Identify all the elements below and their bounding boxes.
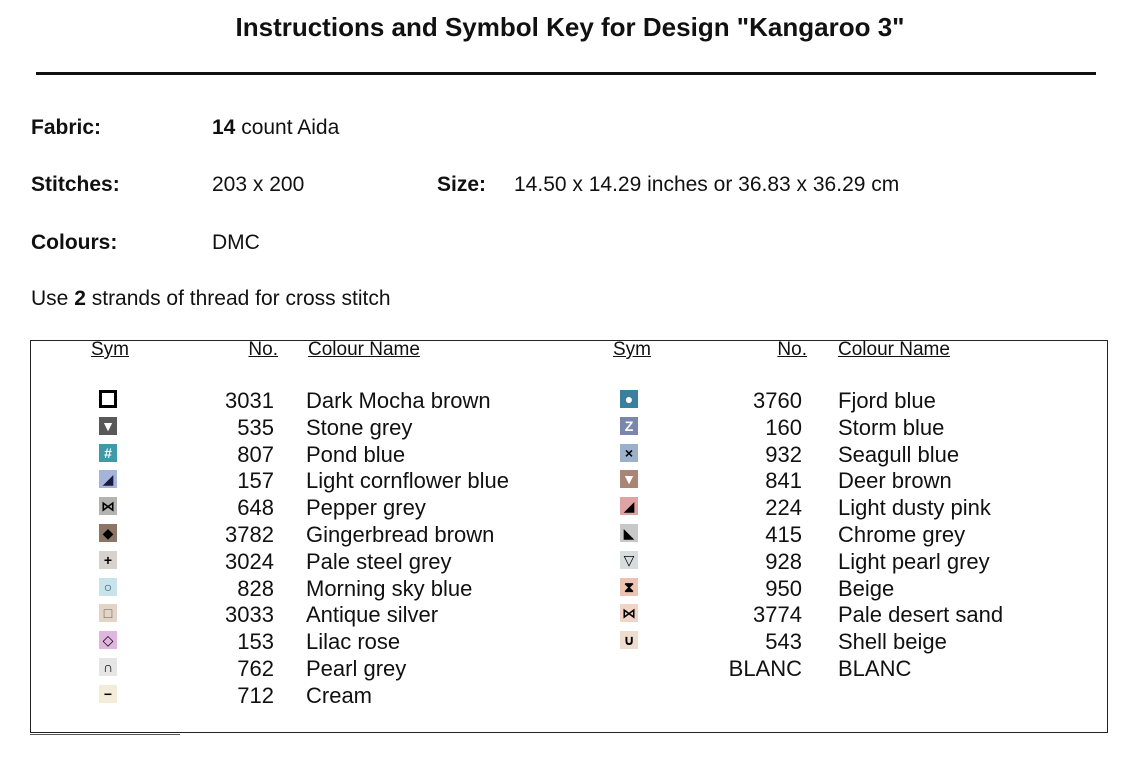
colour-number: BLANC <box>728 656 802 681</box>
colour-name: Dark Mocha brown <box>306 388 491 413</box>
colour-name: BLANC <box>838 656 912 681</box>
diamond-icon: ◆ <box>99 524 117 542</box>
colour-number: 828 <box>237 576 274 601</box>
header-no-right: No. <box>777 339 807 360</box>
colour-number: 932 <box>765 442 802 467</box>
colour-name: Deer brown <box>838 468 952 493</box>
colour-name: Seagull blue <box>838 442 960 467</box>
colour-name: Antique silver <box>306 602 439 627</box>
colour-name: Pearl grey <box>306 656 407 681</box>
circle-icon: ○ <box>99 578 117 596</box>
footer-line <box>30 734 180 735</box>
colour-name: Chrome grey <box>838 522 966 547</box>
colour-name: Beige <box>838 576 895 601</box>
colour-number: 950 <box>765 576 802 601</box>
colour-number: 762 <box>237 656 274 681</box>
colour-name: Pepper grey <box>306 495 426 520</box>
colour-number: 535 <box>237 415 274 440</box>
diamond-outline-icon: ◇ <box>99 631 117 649</box>
colour-number: 543 <box>765 629 802 654</box>
colour-number: 3031 <box>225 388 274 413</box>
arch-icon: ∩ <box>99 658 117 676</box>
colour-name: Cream <box>306 683 373 708</box>
strands-suffix: strands of thread for cross stitch <box>91 287 391 310</box>
colour-name: Light pearl grey <box>838 549 990 574</box>
dash-icon: − <box>99 685 117 703</box>
z-icon: Z <box>620 417 638 435</box>
page-title: Instructions and Symbol Key for Design "Kangaroo 3" <box>235 12 905 42</box>
colour-number: 160 <box>765 415 802 440</box>
fabric-label: Fabric: <box>31 116 102 139</box>
filled-circle-icon: ● <box>620 390 638 408</box>
colour-name: Light dusty pink <box>838 495 991 520</box>
blank-icon <box>620 658 638 676</box>
colour-name: Lilac rose <box>306 629 401 654</box>
colour-number: 415 <box>765 522 802 547</box>
corner-triangle-icon: ◢ <box>620 497 638 515</box>
colours-label: Colours: <box>31 231 118 254</box>
stitches-value: 203 x 200 <box>212 173 305 196</box>
colour-number: 928 <box>765 549 802 574</box>
cross-icon: × <box>620 444 638 462</box>
colour-number: 841 <box>765 468 802 493</box>
small-square-icon: □ <box>99 604 117 622</box>
colour-name: Fjord blue <box>838 388 936 413</box>
colour-number: 3782 <box>225 522 274 547</box>
colour-number: 153 <box>237 629 274 654</box>
colour-number: 807 <box>237 442 274 467</box>
header-name-left: Colour Name <box>308 339 420 360</box>
colour-number: 3024 <box>225 549 274 574</box>
down-triangle-icon: ▼ <box>99 417 117 435</box>
strands-instruction <box>31 287 391 311</box>
header-no-left: No. <box>248 339 278 360</box>
size-value: 14.50 x 14.29 inches or 36.83 x 36.29 cm <box>514 173 900 196</box>
colour-number: 3774 <box>753 602 802 627</box>
plus-icon: + <box>99 551 117 569</box>
colour-name: Storm blue <box>838 415 945 440</box>
colour-name: Shell beige <box>838 629 947 654</box>
header-sym-right: Sym <box>613 339 651 360</box>
colour-name: Pond blue <box>306 442 406 467</box>
header-name-right: Colour Name <box>838 339 950 360</box>
bowtie-icon: ⋈ <box>101 498 115 514</box>
colour-number: 3033 <box>225 602 274 627</box>
colour-name: Pale steel grey <box>306 549 452 574</box>
fabric-value <box>212 116 339 140</box>
stitches-label: Stitches: <box>31 173 120 196</box>
colours-value: DMC <box>212 231 260 254</box>
colour-number: 3760 <box>753 388 802 413</box>
colour-name: Morning sky blue <box>306 576 473 601</box>
header-sym-left: Sym <box>91 339 129 360</box>
size-label: Size: <box>437 173 487 196</box>
hourglass-icon: ⧗ <box>620 578 638 596</box>
colour-name: Stone grey <box>306 415 413 440</box>
open-square-icon <box>99 390 117 408</box>
strands-prefix: Use <box>31 287 69 310</box>
down-triangle-outline-icon: ▽ <box>620 551 638 569</box>
colour-name: Light cornflower blue <box>306 468 510 493</box>
fabric-count: 14 <box>212 116 236 139</box>
left-corner-triangle-icon: ◣ <box>620 524 638 542</box>
cup-icon: ∪ <box>620 631 638 649</box>
colour-name: Gingerbread brown <box>306 522 495 547</box>
corner-triangle-icon: ◢ <box>99 470 117 488</box>
title-divider <box>36 72 1096 75</box>
colour-number: 157 <box>237 468 274 493</box>
colour-name: Pale desert sand <box>838 602 1004 627</box>
fabric-count-text: count Aida <box>241 116 340 139</box>
colour-number: 648 <box>237 495 274 520</box>
bowtie-icon: ⋈ <box>622 605 636 621</box>
down-triangle-icon: ▼ <box>620 470 638 488</box>
colour-number: 712 <box>237 683 274 708</box>
hash-icon: # <box>99 444 117 462</box>
strands-count: 2 <box>74 287 86 310</box>
colour-number: 224 <box>765 495 802 520</box>
